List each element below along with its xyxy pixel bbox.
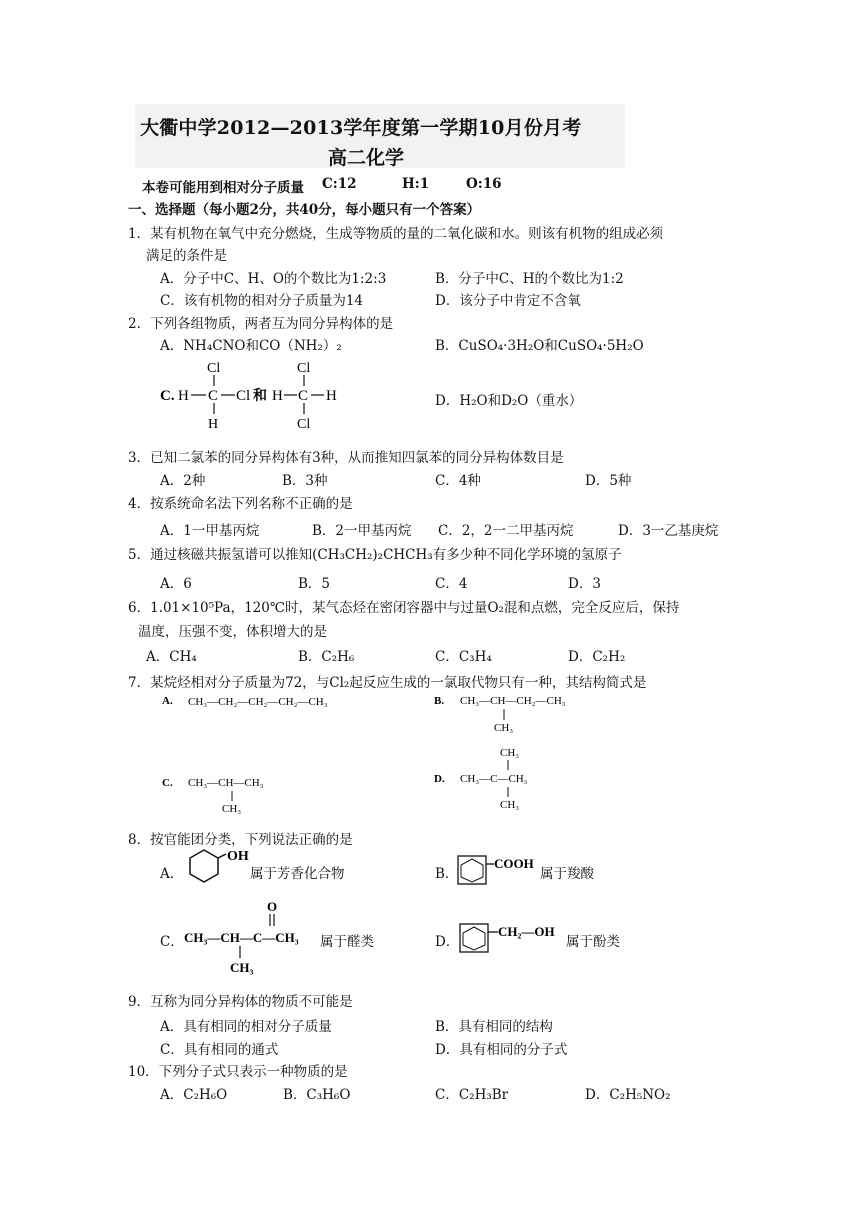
q2c-right-h2: H	[326, 388, 337, 404]
q8-option-b-label: B．	[435, 866, 459, 882]
q5-option-a: A．6	[160, 576, 192, 592]
q8c-bottom: CH₃	[230, 960, 254, 975]
section-heading: 一、选择题（每小题2分，共40分，每小题只有一个答案）	[128, 202, 481, 218]
q7c-sub: CH₃	[222, 803, 242, 815]
q2c-left-cl: Cl	[236, 388, 251, 404]
q8-option-d-label: D．	[435, 934, 460, 950]
q2-option-c-structures	[158, 356, 358, 434]
q2c-and: 和	[253, 389, 267, 404]
q4-option-d: D．3一乙基庚烷	[618, 523, 719, 539]
q1-stem-2: 满足的条件是	[146, 248, 227, 264]
q2-option-a: A．NH₄CNO和CO（NH₂）₂	[160, 338, 342, 354]
q4-stem: 4．按系统命名法下列名称不正确的是	[128, 496, 353, 512]
q3-option-b: B．3种	[282, 473, 328, 489]
q6-option-d: D．C₂H₂	[568, 649, 626, 665]
q8-option-c-label: C．	[160, 934, 184, 950]
benzene-ring-icon	[458, 856, 486, 884]
q5-option-b: B．5	[298, 576, 331, 592]
q10-option-a: A．C₂H₆O	[160, 1087, 228, 1103]
exam-title: 大衢中学2012—2013学年度第一学期10月份月考	[140, 117, 582, 139]
q8d-group: CH₂—OH	[498, 924, 555, 939]
q2c-left-bottom: H	[208, 417, 219, 432]
q7b-main: CH₃—CH—CH₂—CH₃	[460, 695, 566, 707]
mass-o: O:16	[466, 176, 502, 192]
q6-stem-1: 6．1.01×10⁵Pa，120℃时，某气态烃在密闭容器中与过量O₂混和点燃，完全反应后，保持	[128, 600, 680, 616]
q9-stem: 9．互称为同分异构体的物质不可能是	[128, 994, 353, 1010]
q7c-main: CH₃—CH—CH₃	[188, 777, 264, 789]
q2c-prefix: C.	[160, 388, 175, 404]
q8-option-b-text: 属于羧酸	[540, 866, 594, 882]
q2c-right-top: Cl	[297, 361, 311, 376]
q8c-top: O	[267, 899, 278, 914]
q8c-chain: CH₃—CH—C—CH₃	[184, 930, 299, 945]
q1-option-b: B．分子中C、H的个数比为1:2	[435, 271, 624, 287]
q2-stem: 2．下列各组物质，两者互为同分异构体的是	[128, 316, 394, 332]
benzene-ring-icon	[460, 924, 488, 952]
q2-option-d: D．H₂O和D₂O（重水）	[435, 393, 583, 409]
q1-option-a: A．分子中C、H、O的个数比为1:2:3	[160, 271, 387, 287]
q4-option-b: B．2一甲基丙烷	[312, 523, 412, 539]
q7a-label: A.	[162, 695, 173, 707]
q3-option-d: D．5种	[585, 473, 632, 489]
q3-stem: 3．已知二氯苯的同分异构体有3种，从而推知四氯苯的同分异构体数目是	[128, 450, 564, 466]
cyclohexane-ring-icon	[190, 850, 218, 882]
q8-option-a-label: A．	[160, 866, 184, 882]
q1-option-d: D．该分子中肯定不含氧	[435, 293, 581, 309]
q7a-formula: CH₃—CH₂—CH₂—CH₂—CH₃	[188, 696, 328, 708]
q8b-benzoic-acid-structure	[456, 850, 542, 890]
q2c-right-c: C	[298, 388, 309, 404]
q8-option-c-text: 属于醛类	[320, 934, 374, 950]
q6-option-b: B．C₂H₆	[298, 649, 355, 665]
q7d-top: CH₃	[500, 747, 520, 759]
q10-option-b: B．C₃H₆O	[283, 1087, 351, 1103]
q9-option-a: A．具有相同的相对分子质量	[160, 1019, 332, 1035]
q5-option-d: D．3	[568, 576, 601, 592]
q4-option-c: C．2，2一二甲基丙烷	[438, 523, 574, 539]
mass-c: C:12	[322, 176, 357, 192]
q3-option-c: C．4种	[435, 473, 481, 489]
q8a-group: OH	[227, 849, 249, 864]
q5-option-c: C．4	[435, 576, 468, 592]
q10-option-c: C．C₂H₃Br	[435, 1087, 509, 1103]
q5-stem: 5．通过核磁共振氢谱可以推知(CH₃CH₂)₂CHCH₃有多少种不同化学环境的氢原子	[128, 547, 622, 563]
q9-option-b: B．具有相同的结构	[435, 1019, 553, 1035]
q9-option-d: D．具有相同的分子式	[435, 1042, 568, 1058]
q8-option-a-text: 属于芳香化合物	[250, 866, 345, 882]
mass-label: 本卷可能用到相对分子质量	[142, 180, 304, 196]
q3-option-a: A．2种	[160, 473, 206, 489]
q2c-left-h: H	[178, 388, 189, 404]
q1-stem-1: 1．某有机物在氧气中充分燃烧，生成等物质的量的二氧化碳和水。则该有机物的组成必须	[128, 226, 664, 242]
q2c-left-c: C	[208, 388, 219, 404]
q9-option-c: C．具有相同的通式	[160, 1042, 279, 1058]
q7-options-ac	[160, 690, 420, 820]
q4-option-a: A．1一甲基丙烷	[160, 523, 260, 539]
q8a-cyclohexanol-structure	[182, 846, 252, 888]
q8b-group: COOH	[494, 856, 534, 871]
q10-option-d: D．C₂H₅NO₂	[585, 1087, 671, 1103]
q6-option-c: C．C₃H₄	[435, 649, 492, 665]
q1-option-c: C．该有机物的相对分子质量为14	[160, 293, 364, 309]
q7d-main: CH₃—C—CH₃	[460, 773, 528, 785]
q8-stem: 8．按官能团分类，下列说法正确的是	[128, 832, 353, 848]
q8c-ketone-structure	[184, 896, 324, 976]
q7-stem: 7．某烷烃相对分子质量为72，与Cl₂起反应生成的一氯取代物只有一种，其结构简式是	[128, 675, 647, 691]
q2c-right-h: H	[272, 388, 283, 404]
q8d-benzyl-alcohol-structure	[458, 918, 570, 958]
q2-option-b: B．CuSO₄·3H₂O和CuSO₄·5H₂O	[435, 338, 644, 354]
q2c-right-bottom: Cl	[297, 417, 311, 432]
q7d-bottom: CH₃	[500, 799, 520, 811]
q6-option-a: A．CH₄	[146, 649, 197, 665]
q7d-label: D.	[434, 773, 445, 785]
q6-stem-2: 温度，压强不变，体积增大的是	[138, 624, 327, 640]
q7b-sub: CH₃	[494, 722, 514, 734]
q7-options-bd	[434, 690, 694, 820]
exam-subtitle: 高二化学	[328, 147, 405, 169]
q10-stem: 10．下列分子式只表示一种物质的是	[128, 1064, 348, 1080]
q8-option-d-text: 属于酚类	[566, 934, 620, 950]
q7b-label: B.	[434, 695, 445, 707]
q2c-left-top: Cl	[207, 361, 221, 376]
q7c-label: C.	[162, 777, 173, 789]
mass-h: H:1	[402, 176, 430, 192]
